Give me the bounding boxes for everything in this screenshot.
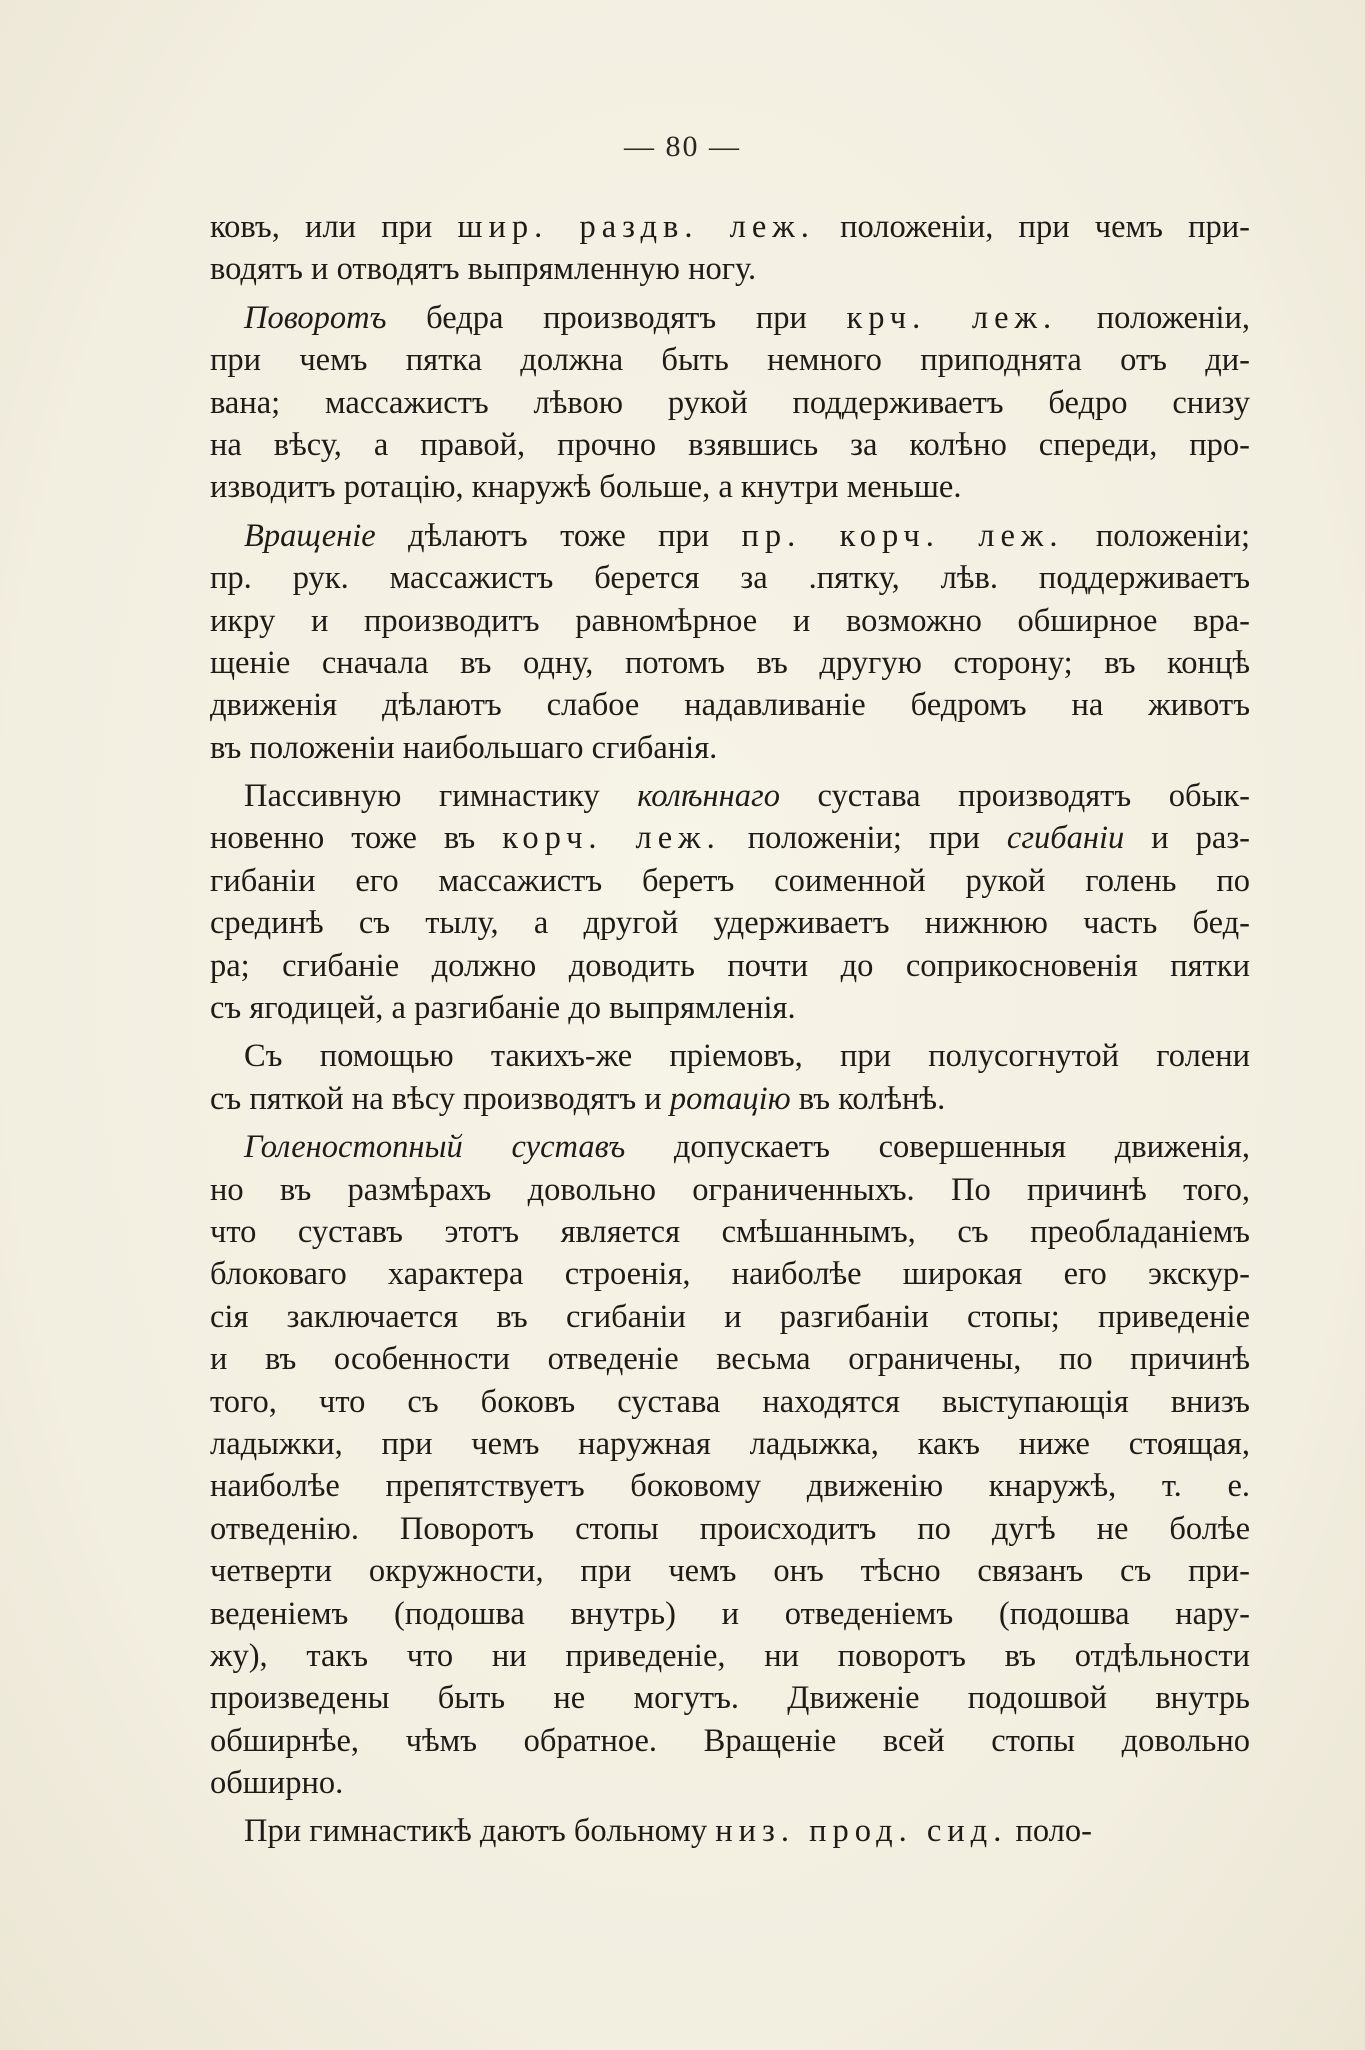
text-run: при чемъ пятка должна быть немного приподнята отъ ди- [210,342,1250,379]
text-run: вана; массажистъ лѣвою рукой поддерживаетъ бедро снизу [210,384,1250,421]
text-run: обширно. [210,1765,344,1802]
paragraph [210,206,1250,291]
text-line [210,1169,1250,1211]
text-line [210,775,1250,817]
text-run: жу), такъ что ни приведенiе, ни поворотъ въ отдѣльности [210,1637,1250,1674]
text-line [210,1035,1250,1077]
text-run: сiя заключается въ сгибанiи и разгибанiи стопы; приведенiе [210,1298,1250,1335]
text-line [210,1211,1250,1253]
text-line [210,339,1250,381]
text-line [210,1677,1250,1719]
text-run: дѣлаютъ тоже при [375,517,742,554]
text-line [210,1762,1250,1804]
text-run: и раз- [1124,820,1250,857]
spaced-abbreviation: шир. раздв. леж. [457,209,815,245]
text-run: но въ размѣрахъ довольно ограниченныхъ. По причинѣ того, [210,1171,1250,1208]
text-run: положенiи; [1063,517,1250,554]
text-run: ковъ, или при [210,209,458,245]
text-line [210,727,1250,769]
body-text [210,206,1250,1853]
text-line [210,557,1250,599]
text-run: обширнѣе, чѣмъ обратное. Вращенiе всей стопы довольно [210,1722,1250,1759]
text-line [210,515,1250,557]
text-run: положенiи, [1057,299,1250,336]
text-run: щенiе сначала въ одну, потомъ въ другую сторону; въ концѣ [210,644,1250,681]
text-line [210,1338,1250,1380]
text-run: гибанiи его массажистъ беретъ соименной рукой голень по [210,862,1250,899]
text-line [210,248,1250,290]
italic-term: ротацiю [669,1080,791,1117]
paragraph [210,1810,1250,1852]
text-line [210,1720,1250,1762]
text-line [210,206,1250,248]
text-run: При гимнастикѣ даютъ больному [244,1813,716,1850]
text-line [210,817,1250,859]
text-line [210,1465,1250,1507]
text-run: водятъ и отводятъ выпрямленную ногу. [210,251,757,288]
paragraph [210,1126,1250,1804]
text-line [210,1508,1250,1550]
text-run: сустава производятъ обык- [779,778,1250,815]
text-run: и въ особенности отведенiе весьма ограничены, по причинѣ [210,1341,1250,1378]
text-run: Пассивную гимнастику [244,778,638,815]
text-line [210,1126,1250,1168]
paragraph [210,515,1250,769]
italic-term: Голеностопный суставъ [244,1129,626,1166]
italic-term: Поворотъ [244,299,387,336]
text-run: что суставъ этотъ является смѣшаннымъ, съ преобладанiемъ [210,1213,1250,1250]
text-run: произведены быть не могутъ. Движенiе подошвой внутрь [210,1680,1250,1717]
text-run: Съ помощью такихъ-же прiемовъ, при полусогнутой голени [244,1038,1250,1075]
italic-term: сгибанiи [1006,820,1125,857]
text-run: ладыжки, при чемъ наружная ладыжка, какъ ниже стоящая, [210,1425,1250,1462]
text-run: поло- [1007,1813,1092,1850]
text-line [210,945,1250,987]
text-run: съ ягодицей, а разгибанiе до выпрямленiя. [210,990,796,1027]
text-run: блоковаго характера строенiя, наиболѣе широкая его экскур- [210,1256,1250,1293]
text-line [210,1810,1250,1852]
spaced-abbreviation: низ. прод. сид. [715,1813,1008,1850]
text-run: съ пяткой на вѣсу производятъ и [210,1080,670,1117]
text-line [210,382,1250,424]
text-line [210,1078,1250,1120]
text-line [210,860,1250,902]
text-run: того, что съ боковъ сустава находятся выступающiя внизъ [210,1383,1250,1420]
text-line [210,424,1250,466]
text-line [210,642,1250,684]
text-run: въ положенiи наибольшаго сгибанiя. [210,729,718,766]
paragraph [210,1035,1250,1120]
text-line [210,1635,1250,1677]
text-line [210,1593,1250,1635]
text-line [210,297,1250,339]
text-line [210,600,1250,642]
text-run: наиболѣе препятствуетъ боковому движенiю кнаружѣ, т. е. [210,1468,1250,1505]
text-line [210,1381,1250,1423]
text-run: въ колѣнѣ. [790,1080,946,1117]
text-line [210,684,1250,726]
text-run: движенiя дѣлаютъ слабое надавливанiе бедромъ на животъ [210,687,1250,724]
text-run: ра; сгибанiе должно доводить почти до соприкосновенiя пятки [210,947,1250,984]
paragraph [210,297,1250,509]
spaced-abbreviation: пр. корч. леж. [741,517,1064,554]
spaced-abbreviation: крч. леж. [846,299,1058,336]
text-run: веденiемъ (подошва внутрь) и отведенiемъ (подошва нару- [210,1595,1250,1632]
spaced-abbreviation: корч. леж. [502,820,721,857]
text-line [210,466,1250,508]
text-line [210,1296,1250,1338]
text-run: отведенiю. Поворотъ стопы происходитъ по дугѣ не болѣе [210,1510,1250,1547]
paragraph [210,775,1250,1029]
text-run: положенiи; при [720,820,1007,857]
italic-term: Вращенiе [244,517,376,554]
text-line [210,987,1250,1029]
text-run: пр. рук. массажистъ берется за .пятку, лѣв. поддерживаетъ [210,560,1250,597]
italic-term: колѣннаго [637,778,780,815]
page-number: — 80 — [624,130,741,163]
text-run: икру и производитъ равномѣрное и возможно обширное вра- [210,602,1250,639]
text-run: новенно тоже въ [210,820,503,857]
text-line [210,1423,1250,1465]
text-run: четверти окружности, при чемъ онъ тѣсно связанъ съ при- [210,1553,1250,1590]
text-line [210,1253,1250,1295]
text-run: на вѣсу, а правой, прочно взявшись за колѣно спереди, про- [210,426,1250,463]
text-run: изводитъ ротацiю, кнаружѣ больше, а кнутри меньше. [210,469,962,506]
text-run: положенiи, при чемъ при- [814,209,1250,245]
text-run: допускаетъ совершенныя движенiя, [625,1129,1250,1166]
text-line [210,1550,1250,1592]
text-run: срединѣ съ тылу, а другой удерживаетъ нижнюю часть бед- [210,905,1250,942]
text-run: бедра производятъ при [386,299,847,336]
text-line [210,902,1250,944]
